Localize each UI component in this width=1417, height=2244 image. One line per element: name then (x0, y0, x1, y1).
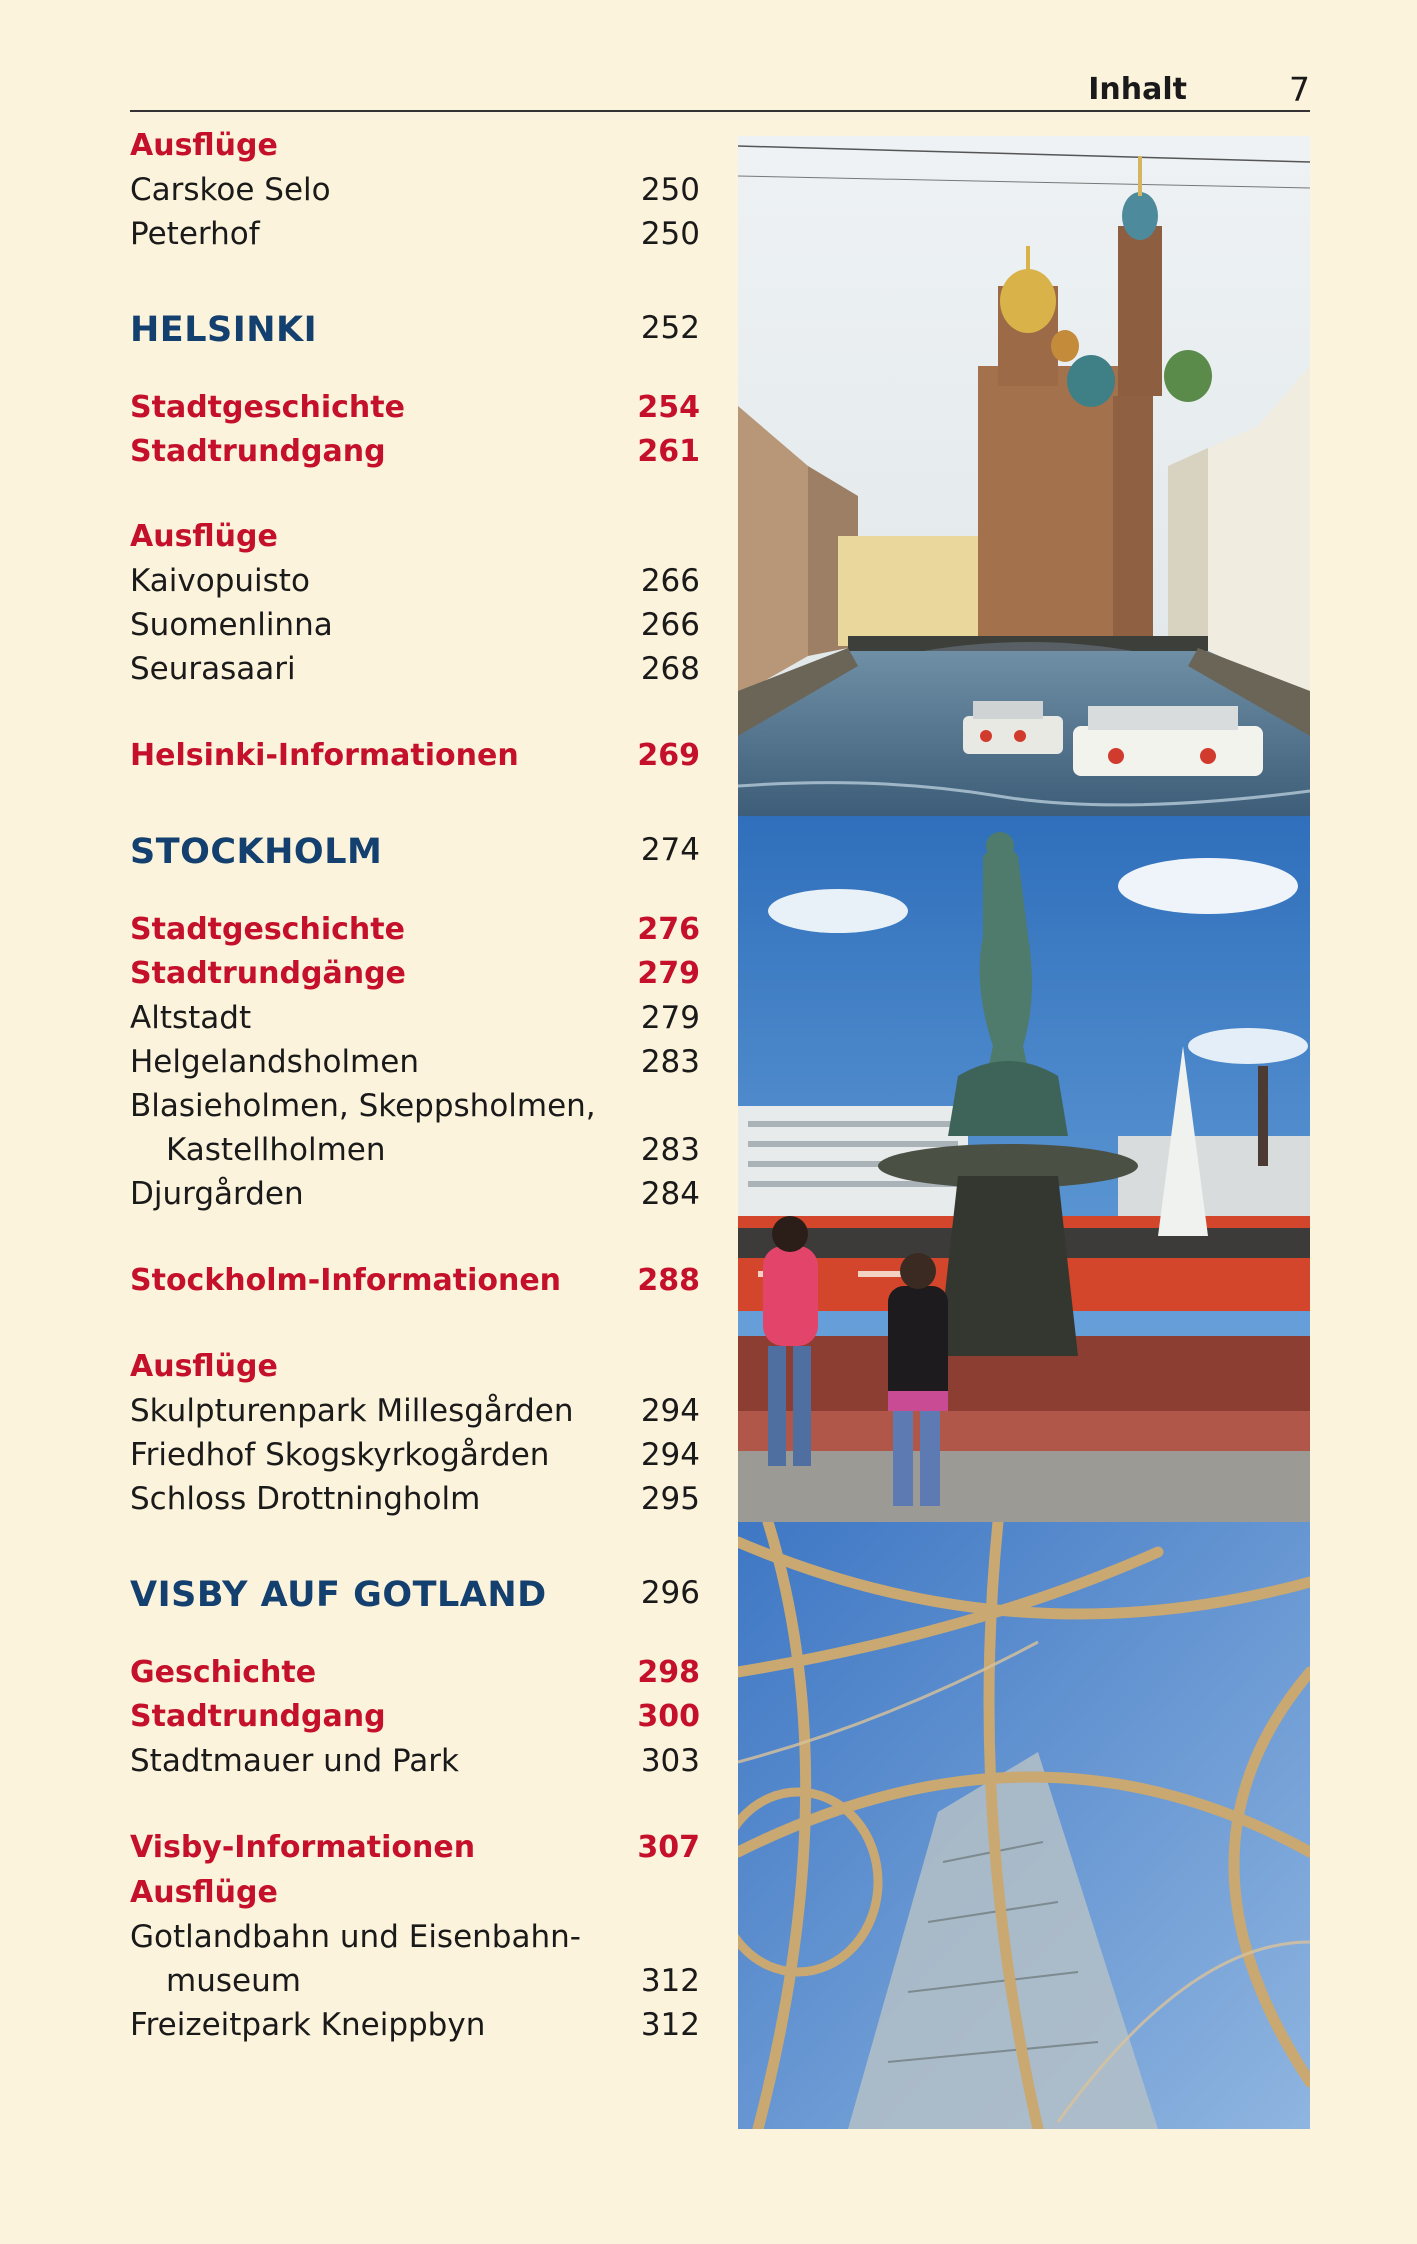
toc-page-number: 252 (640, 310, 700, 346)
toc-page-number: 300 (637, 1699, 700, 1734)
toc-page-number: 279 (640, 1000, 700, 1036)
toc-section (130, 434, 700, 476)
toc-label: Ausflüge (130, 519, 278, 554)
toc-label: Altstadt (130, 1000, 252, 1036)
toc-label: museum (166, 1963, 301, 1999)
toc-page-number: 295 (640, 1481, 700, 1517)
toc-page-number: 266 (640, 607, 700, 643)
toc-page-number: 294 (640, 1437, 700, 1473)
toc-section (130, 912, 700, 954)
toc-section (130, 1263, 700, 1305)
toc-section (130, 128, 700, 170)
toc-page-number: 279 (637, 956, 700, 991)
toc-chapter (130, 832, 700, 874)
toc-label: Blasieholmen, Skeppsholmen, (130, 1088, 596, 1124)
toc-label: Kastellholmen (166, 1132, 386, 1168)
toc-page-number: 307 (637, 1830, 700, 1865)
toc-label: Carskoe Selo (130, 172, 331, 208)
toc-section (130, 1875, 700, 1917)
running-header (130, 68, 1310, 112)
toc-label: Stadtgeschichte (130, 390, 405, 425)
toc-page-number: 312 (640, 2007, 700, 2043)
toc-section (130, 1699, 700, 1741)
header-title: Inhalt (1088, 72, 1187, 107)
toc-section (130, 1830, 700, 1872)
toc-label: VISBY AUF GOTLAND (130, 1575, 547, 1615)
photo-fountain (738, 816, 1310, 1522)
toc-page-number: 283 (640, 1132, 700, 1168)
toc-entry (130, 172, 700, 214)
toc-entry (130, 1963, 700, 2005)
toc-entry (130, 607, 700, 649)
toc-section (130, 390, 700, 432)
photo-glass-dome (738, 1522, 1310, 2129)
toc-label: Kaivopuisto (130, 563, 310, 599)
toc-label: Visby-Informationen (130, 1830, 476, 1865)
toc-entry (130, 1393, 700, 1435)
toc-chapter (130, 310, 700, 352)
toc-page-number: 276 (637, 912, 700, 947)
toc-entry (130, 216, 700, 258)
toc-section (130, 1655, 700, 1697)
toc-label: Stadtrundgang (130, 434, 386, 469)
toc-section (130, 1349, 700, 1391)
toc-label: Skulpturenpark Millesgården (130, 1393, 574, 1429)
toc-label: HELSINKI (130, 310, 318, 350)
toc-entry (130, 1044, 700, 1086)
toc-entry (130, 2007, 700, 2049)
toc-page-number: 296 (640, 1575, 700, 1611)
toc-label: Stadtmauer und Park (130, 1743, 459, 1779)
toc-page-number: 288 (637, 1263, 700, 1298)
toc-label: Helgelandsholmen (130, 1044, 419, 1080)
toc-page-number: 250 (640, 216, 700, 252)
toc-label: Stadtgeschichte (130, 912, 405, 947)
toc-page-number: 269 (637, 738, 700, 773)
toc-section (130, 956, 700, 998)
toc-entry (130, 651, 700, 693)
toc-page-number: 254 (637, 390, 700, 425)
toc-label: Seurasaari (130, 651, 296, 687)
toc-entry (130, 1000, 700, 1042)
toc-label: Stockholm-Informationen (130, 1263, 562, 1298)
toc-section (130, 519, 700, 561)
toc-label: Schloss Drottningholm (130, 1481, 481, 1517)
toc-page-number: 303 (640, 1743, 700, 1779)
toc-label: Friedhof Skogskyrkogården (130, 1437, 550, 1473)
toc-section (130, 738, 700, 780)
toc-page-number: 283 (640, 1044, 700, 1080)
page-number: 7 (1289, 70, 1310, 109)
toc-page-number: 312 (640, 1963, 700, 1999)
toc-entry (130, 1437, 700, 1479)
toc-label: Ausflüge (130, 1875, 278, 1910)
toc-entry (130, 1132, 700, 1174)
toc-entry (130, 1481, 700, 1523)
toc-entry (130, 1176, 700, 1218)
toc-label: Helsinki-Informationen (130, 738, 519, 773)
toc-label: STOCKHOLM (130, 832, 383, 872)
toc-page-number: 294 (640, 1393, 700, 1429)
toc-label: Peterhof (130, 216, 260, 252)
toc-page-number: 274 (640, 832, 700, 868)
toc-label: Gotlandbahn und Eisenbahn- (130, 1919, 581, 1955)
toc-label: Freizeitpark Kneippbyn (130, 2007, 486, 2043)
toc-label: Djurgården (130, 1176, 304, 1212)
toc-label: Stadtrundgang (130, 1699, 386, 1734)
toc-page-number: 298 (637, 1655, 700, 1690)
toc-page-number: 250 (640, 172, 700, 208)
photo-church-canal (738, 136, 1310, 816)
toc-label: Suomenlinna (130, 607, 333, 643)
toc-entry (130, 1088, 700, 1130)
toc-label: Ausflüge (130, 128, 278, 163)
toc-label: Stadtrundgänge (130, 956, 406, 991)
toc-page-number: 266 (640, 563, 700, 599)
toc-label: Ausflüge (130, 1349, 278, 1384)
toc-entry (130, 1743, 700, 1785)
toc-chapter (130, 1575, 700, 1617)
toc-entry (130, 1919, 700, 1961)
toc-label: Geschichte (130, 1655, 317, 1690)
toc-page-number: 261 (637, 434, 700, 469)
toc-page-number: 268 (640, 651, 700, 687)
toc-entry (130, 563, 700, 605)
toc-page-number: 284 (640, 1176, 700, 1212)
